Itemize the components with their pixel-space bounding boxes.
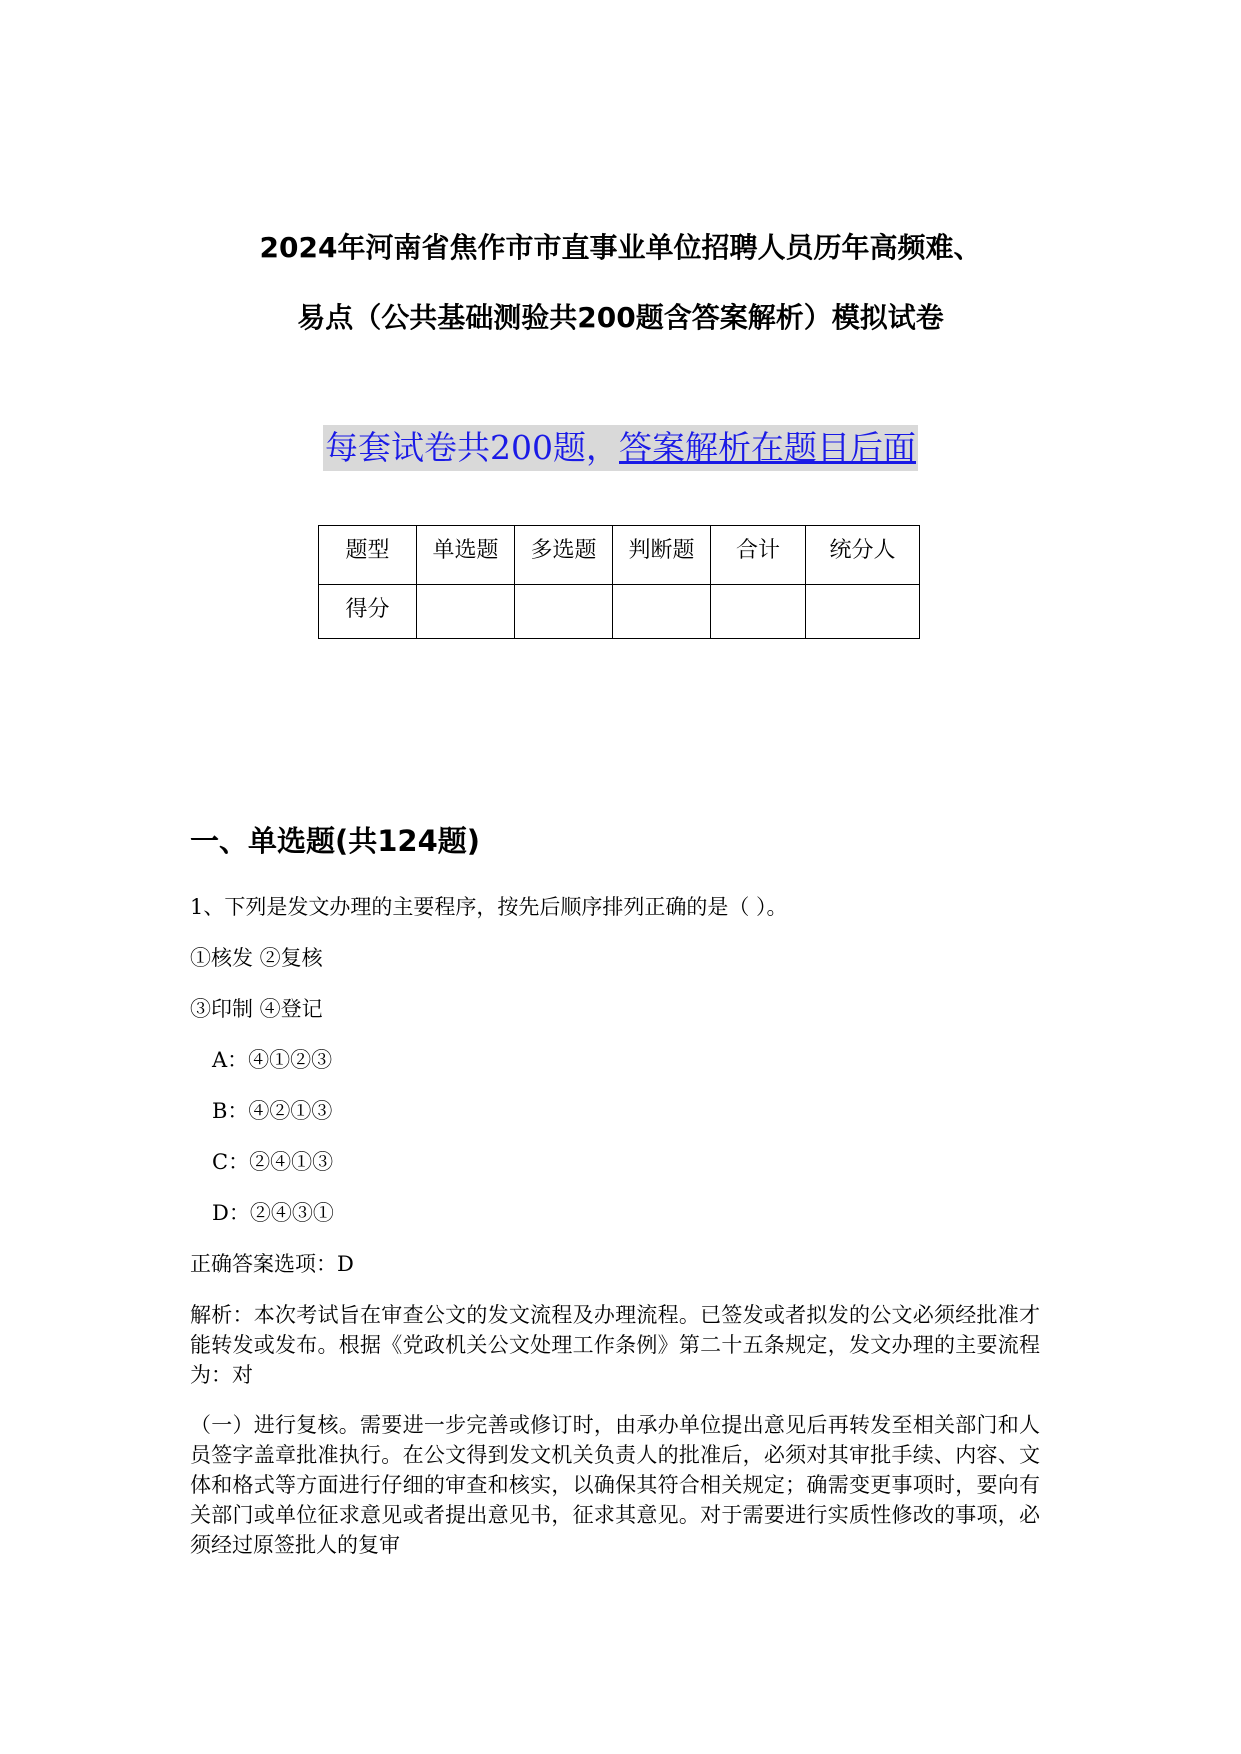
- header-cell-multiple: 多选题: [515, 526, 613, 585]
- banner-text: 每套试卷共200题，: [325, 428, 619, 467]
- header-cell-total: 合计: [711, 526, 806, 585]
- section-heading: 一、单选题(共124题): [190, 824, 481, 858]
- score-table-score-row: [319, 585, 920, 639]
- header-cell-scorer: 统分人: [806, 526, 920, 585]
- header-cell-type: 题型: [319, 526, 417, 585]
- document-title: [150, 213, 1091, 353]
- score-table: [318, 525, 920, 639]
- banner-container: [0, 425, 1241, 471]
- title-line-2: 易点（公共基础测验共200题含答案解析）模拟试卷: [297, 301, 944, 334]
- analysis-paragraph-1: 解析：本次考试旨在审查公文的发文流程及办理流程。已签发或者拟发的公文必须经批准才能转发或发布。根据《党政机关公文处理工作条例》第二十五条规定，发文办理的主要流程为：对: [190, 1303, 1040, 1387]
- banner: [323, 425, 918, 471]
- score-table-header-row: [319, 526, 920, 585]
- question-stem: 1、下列是发文办理的主要程序，按先后顺序排列正确的是（ ）。: [190, 895, 788, 919]
- header-cell-single: 单选题: [417, 526, 515, 585]
- score-cell-multiple[interactable]: [515, 585, 613, 639]
- score-cell-total[interactable]: [711, 585, 806, 639]
- banner-link[interactable]: 答案解析在题目后面: [619, 428, 916, 467]
- option-d: D：②④③①: [212, 1201, 334, 1225]
- analysis-paragraph-2: （一）进行复核。需要进一步完善或修订时，由承办单位提出意见后再转发至相关部门和人员签字盖章批准执行。在公文得到发文机关负责人的批准后，必须对其审批手续、内容、文体和格式等方面进行仔细的审查和核实，以确保其符合相关规定；确需变更事项时，要向有关部门或单位征求意见或者提出意见书，征求其意见。对于需要进行实质性修改的事项，必须经过原签批人的复审: [190, 1413, 1040, 1557]
- option-c: C：②④①③: [212, 1150, 334, 1174]
- score-row-label: 得分: [319, 585, 417, 639]
- header-cell-judge: 判断题: [613, 526, 711, 585]
- score-cell-judge[interactable]: [613, 585, 711, 639]
- option-a: A：④①②③: [212, 1048, 333, 1072]
- question-item-line-1: ①核发 ②复核: [190, 946, 323, 970]
- score-cell-single[interactable]: [417, 585, 515, 639]
- score-cell-scorer[interactable]: [806, 585, 920, 639]
- correct-answer: 正确答案选项：D: [190, 1252, 354, 1276]
- question-item-line-2: ③印制 ④登记: [190, 997, 323, 1021]
- title-line-1: 2024年河南省焦作市市直事业单位招聘人员历年高频难、: [259, 231, 982, 264]
- option-b: B：④②①③: [212, 1099, 333, 1123]
